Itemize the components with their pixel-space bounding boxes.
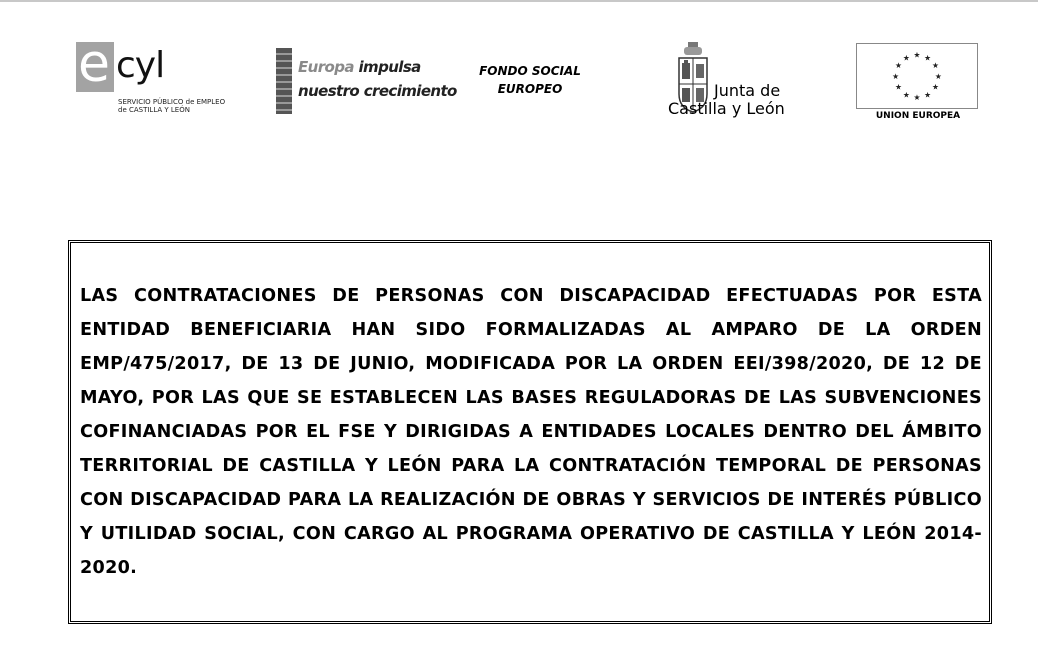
fse-line2: EUROPEO (497, 82, 563, 96)
eu-star-icon: ★ (895, 61, 903, 71)
ecyl-brand: cyl (116, 45, 165, 86)
impulsa-word: impulsa (358, 58, 421, 76)
eu-star-icon: ★ (931, 82, 939, 92)
eu-star-icon: ★ (934, 71, 942, 81)
europa-line2: nuestro crecimiento (298, 82, 457, 100)
eu-star-icon: ★ (924, 90, 932, 100)
eu-star-icon: ★ (913, 93, 921, 103)
top-rule (0, 0, 1038, 2)
fondo-social-europeo-label (470, 62, 590, 98)
ecyl-subtitle-line2: de CASTILLA Y LEÓN (118, 106, 190, 114)
eu-star-icon: ★ (913, 50, 921, 60)
europa-line1 (298, 58, 421, 76)
ecyl-subtitle-line1: SERVICIO PÚBLICO de EMPLEO (118, 98, 226, 106)
eu-star-icon: ★ (892, 71, 900, 81)
notice-text: LAS CONTRATACIONES DE PERSONAS CON DISCAPACIDAD EFECTUADAS POR ESTA ENTIDAD BENEFICIARIA HAN SIDO FORMALIZADAS AL AMPARO DE LA ORDEN EMP/475/2017, DE 13 DE JUNIO, MODIFICADA POR LA ORDEN EEI/398/2020, DE 12 DE MAYO, POR LAS QUE SE ESTABLECEN LAS BASES REGULADORAS DE LAS SUBVENCIONES COFINANCIADAS POR EL FSE Y DIRIGIDAS A ENTIDADES LOCALES DENTRO DEL ÁMBITO TERRITORIAL DE CASTILLA Y LEÓN PARA LA CONTRATACIÓN TEMPORAL DE PERSONAS CON DISCAPACIDAD PARA LA REALIZACIÓN DE OBRAS Y SERVICIOS DE INTERÉS PÚBLICO Y UTILIDAD SOCIAL, CON CARGO AL PROGRAMA OPERATIVO DE CASTILLA Y LEÓN 2014-2020. (80, 286, 982, 578)
eu-star-icon: ★ (931, 61, 939, 71)
eu-label: UNION EUROPEA (875, 111, 961, 121)
ecyl-initial: e (78, 34, 110, 94)
ecyl-logo (76, 34, 226, 120)
eu-flag-icon (856, 43, 978, 109)
fse-line1: FONDO SOCIAL (479, 64, 581, 78)
eu-star-icon: ★ (895, 82, 903, 92)
eu-star-icon: ★ (902, 90, 910, 100)
ecyl-subtitle (118, 98, 225, 114)
junta-line1: Junta de (714, 81, 781, 100)
europa-impulsa-logo (276, 46, 457, 116)
europa-flag-bar (276, 48, 292, 114)
eu-logo (856, 43, 980, 125)
junta-line2: Castilla y León (668, 99, 785, 118)
notice-box (68, 240, 992, 624)
junta-castilla-leon-logo (666, 42, 786, 122)
ecyl-e-block (76, 34, 114, 94)
europa-word: Europa (298, 58, 354, 76)
eu-star-icon: ★ (924, 53, 932, 63)
eu-star-icon: ★ (902, 53, 910, 63)
